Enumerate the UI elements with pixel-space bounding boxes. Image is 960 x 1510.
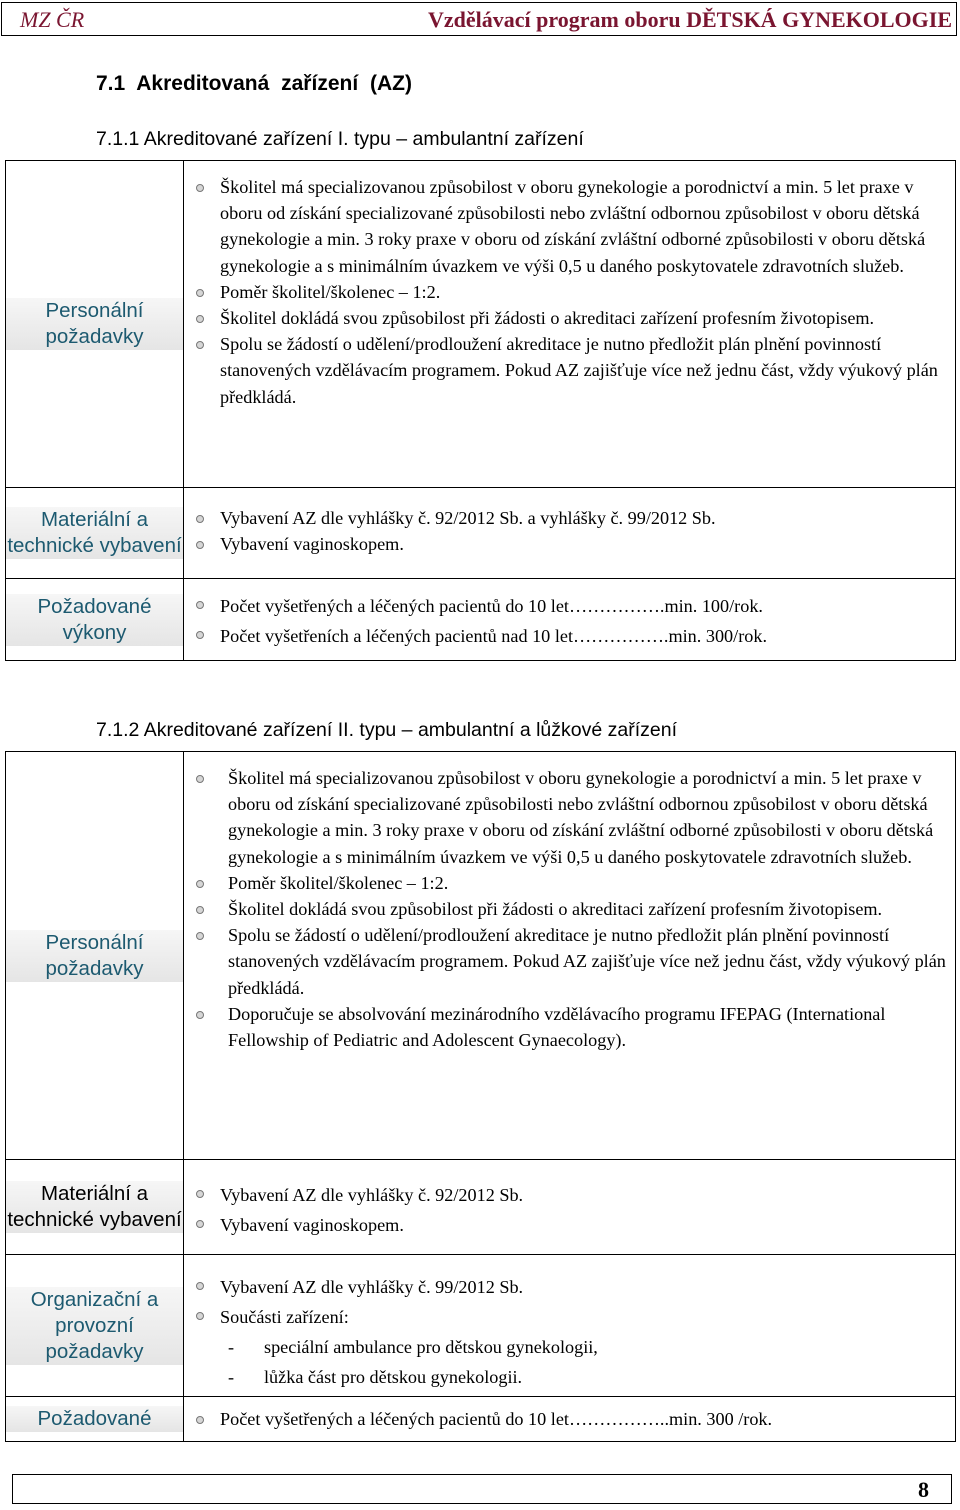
header-title: Vzdělávací program oboru DĚTSKÁ GYNEKOLOGIE <box>428 7 952 32</box>
list-item: Doporučuje se absolvování mezinárodního vzdělávacího programu IFEPAG (International Fellowship of Pediatric and Adolescent Gynaecology). <box>184 1001 955 1053</box>
row-content <box>184 1160 956 1255</box>
row-label <box>6 1397 184 1442</box>
list-item: Vybavení vaginoskopem. <box>184 531 955 557</box>
row-label-text: Požadované <box>6 1406 183 1432</box>
page-footer <box>12 1474 952 1504</box>
row-label <box>6 1160 184 1255</box>
row-label-text: Materiální a technické vybavení <box>7 1182 182 1231</box>
row-label <box>6 579 184 661</box>
row-content <box>184 752 956 1160</box>
table-row <box>6 579 956 661</box>
row-label-text: Personální požadavky <box>6 930 183 982</box>
list-item: Počet vyšetřeních a léčených pacientů nad 10 let…………….min. 300/rok. <box>184 621 955 651</box>
page-number: 8 <box>918 1477 929 1502</box>
row-label <box>6 752 184 1160</box>
header-left: MZ ČR <box>20 7 85 32</box>
list-item: Počet vyšetřených a léčených pacientů do 10 let…………….min. 100/rok. <box>184 591 955 621</box>
row-label <box>6 1255 184 1397</box>
row-content <box>184 488 956 579</box>
row-content <box>184 579 956 661</box>
list-item: Školitel dokládá svou způsobilost při žádosti o akreditaci zařízení profesním životopisem. <box>184 305 955 331</box>
list-item: Spolu se žádostí o udělení/prodloužení akreditace je nutno předložit plán plnění povinností stanovených vzdělávacím programem. Pokud AZ zajišťuje více než jednu část, vždy výukový plán předkládá. <box>184 922 955 1001</box>
row-content <box>184 1255 956 1397</box>
list-item: Vybavení AZ dle vyhlášky č. 99/2012 Sb. <box>184 1272 955 1302</box>
list-item: Vybavení AZ dle vyhlášky č. 92/2012 Sb. a vyhlášky č. 99/2012 Sb. <box>184 505 955 531</box>
list-item: Poměr školitel/školenec – 1:2. <box>184 870 955 896</box>
az2-heading: 7.1.2 Akreditované zařízení II. typu – ambulantní a lůžkové zařízení <box>96 719 678 741</box>
table-row <box>6 1397 956 1442</box>
sub-list-item: - speciální ambulance pro dětskou gynekologii, <box>184 1332 955 1362</box>
page-header <box>1 2 957 36</box>
row-label-text: Požadované výkony <box>6 594 183 646</box>
list-item: Školitel má specializovanou způsobilost v oboru gynekologie a porodnictví a min. 5 let praxe v oboru od získání specializované způsobilosti nebo zvláštní odbornou způsobilost v oboru dětská gynekologie a min. 3 roky praxe v oboru od získání zvláštní odborné způsobilosti v oboru dětská gynekologie a s minimálním úvazkem ve výši 0,5 u daného poskytovatele zdravotních služeb. <box>184 174 955 279</box>
section-heading: 7.1 Akreditovaná zařízení (AZ) <box>96 72 412 95</box>
sub-list-item: - lůžka část pro dětskou gynekologii. <box>184 1362 955 1392</box>
list-item: Vybavení AZ dle vyhlášky č. 92/2012 Sb. <box>184 1180 955 1210</box>
row-label <box>6 161 184 488</box>
row-label <box>6 488 184 579</box>
list-item: Školitel dokládá svou způsobilost při žádosti o akreditaci zařízení profesním životopisem. <box>184 896 955 922</box>
table-row <box>6 161 956 488</box>
az1-heading: 7.1.1 Akreditované zařízení I. typu – ambulantní zařízení <box>96 128 584 150</box>
row-label-text: Personální požadavky <box>6 298 183 350</box>
table-row <box>6 1255 956 1397</box>
table-row <box>6 1160 956 1255</box>
list-item: Poměr školitel/školenec – 1:2. <box>184 279 955 305</box>
row-content <box>184 161 956 488</box>
az1-table <box>5 160 956 661</box>
list-item: Školitel má specializovanou způsobilost v oboru gynekologie a porodnictví a min. 5 let praxe v oboru od získání specializované způsobilosti nebo zvláštní odbornou způsobilost v oboru dětská gynekologie a min. 3 roky praxe v oboru od získání zvláštní odborné způsobilosti v oboru dětská gynekologie a s minimálním úvazkem ve výši 0,5 u daného poskytovatele zdravotních služeb. <box>184 765 955 870</box>
table-row <box>6 752 956 1160</box>
list-item: Vybavení vaginoskopem. <box>184 1210 955 1240</box>
row-label-text: Organizační a provozní požadavky <box>6 1287 183 1365</box>
list-item: Počet vyšetřených a léčených pacientů do 10 let……………..min. 300 /rok. <box>184 1406 955 1432</box>
list-item: Spolu se žádostí o udělení/prodloužení akreditace je nutno předložit plán plnění povinností stanovených vzdělávacím programem. Pokud AZ zajišťuje více než jednu část, vždy výukový plán předkládá. <box>184 331 955 410</box>
row-content <box>184 1397 956 1442</box>
table-row <box>6 488 956 579</box>
row-label-text: Materiální a technické vybavení <box>7 508 182 557</box>
list-item: Součásti zařízení: <box>184 1302 955 1332</box>
az2-table <box>5 751 956 1442</box>
